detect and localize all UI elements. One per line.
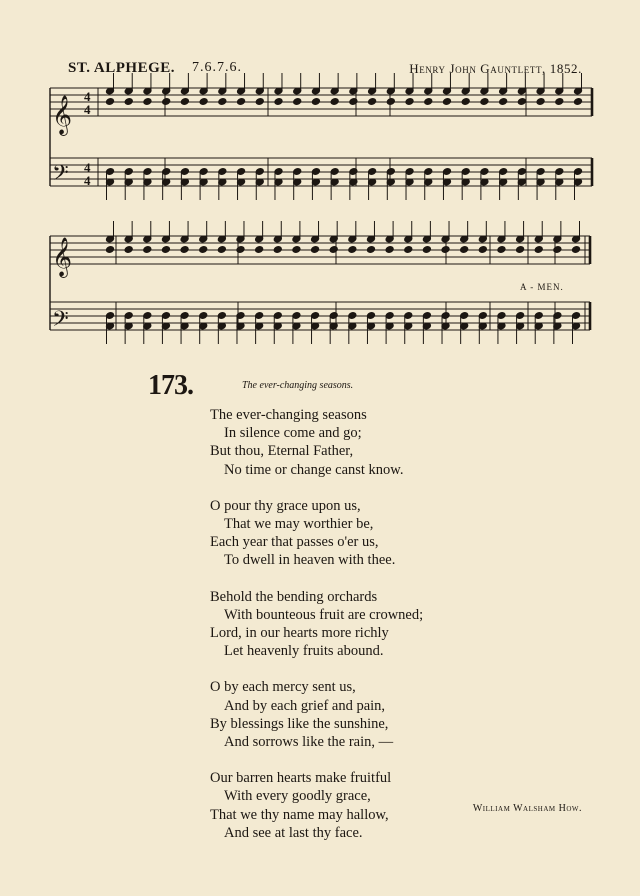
note-head — [460, 246, 469, 254]
svg-text:𝄞: 𝄞 — [52, 237, 73, 277]
stanza-line: To dwell in heaven with thee. — [224, 552, 396, 569]
note-head — [534, 246, 543, 254]
note-head — [422, 246, 431, 254]
note-head — [516, 246, 525, 254]
note-head — [330, 98, 339, 106]
note-head — [199, 246, 208, 254]
tune-composer: Henry John Gauntlett, 1852. — [409, 61, 582, 76]
note-head — [405, 98, 414, 106]
note-head — [124, 98, 133, 106]
note-head — [555, 98, 564, 106]
note-head — [442, 98, 451, 106]
svg-text:𝄢: 𝄢 — [52, 307, 69, 337]
hymn-text — [210, 406, 510, 860]
note-head — [237, 98, 246, 106]
note-head — [480, 98, 489, 106]
time-signature — [84, 89, 91, 188]
note-head — [180, 246, 189, 254]
hymn-subtitle: The ever-changing seasons. — [242, 380, 354, 391]
note-head — [349, 98, 358, 106]
tune-name: ST. ALPHEGE. — [68, 60, 176, 76]
note-head — [386, 98, 395, 106]
note-head — [461, 98, 470, 106]
note-head — [161, 246, 170, 254]
stanza — [210, 497, 510, 570]
note-head — [536, 98, 545, 106]
note-head — [124, 246, 133, 254]
music-score — [0, 0, 640, 360]
stanza-line: Behold the bending orchards — [210, 588, 378, 605]
note-head — [236, 246, 245, 254]
stanza-line: And sorrows like the rain, — — [224, 734, 394, 751]
note-heads — [105, 73, 582, 344]
note-head — [199, 98, 208, 106]
hymn-number: 173. — [148, 370, 193, 401]
stanza-line: And see at last thy face. — [224, 824, 363, 841]
stanza-line: In silence come and go; — [224, 425, 362, 442]
stanza-line: Our barren hearts make fruitful — [210, 770, 392, 787]
note-head — [404, 246, 413, 254]
note-head — [311, 246, 320, 254]
stanza-line: By blessings like the sunshine, — [210, 715, 389, 732]
note-head — [517, 98, 526, 106]
stanza-line: And by each grief and pain, — [224, 697, 386, 714]
note-head — [217, 246, 226, 254]
time-signature-upper: 4 4 — [84, 89, 91, 117]
note-head — [368, 98, 377, 106]
hymn-author: William Walsham How. — [472, 803, 582, 814]
tune-meter: 7.6.7.6. — [192, 60, 242, 75]
note-head — [311, 98, 320, 106]
stanza — [210, 769, 510, 842]
note-head — [478, 246, 487, 254]
stanza-line: That we thy name may hallow, — [210, 806, 389, 823]
note-head — [571, 246, 580, 254]
note-head — [105, 246, 114, 254]
note-head — [348, 246, 357, 254]
note-head — [105, 98, 114, 106]
note-head — [180, 98, 189, 106]
stanza-line: Let heavenly fruits abound. — [224, 643, 384, 660]
staff-lines — [50, 88, 592, 330]
stanza — [210, 678, 510, 751]
note-head — [329, 246, 338, 254]
stanza-line: With every goodly grace, — [224, 788, 371, 805]
stanza-line: No time or change canst know. — [224, 461, 404, 478]
time-signature-lower: 4 4 — [84, 160, 91, 188]
stanza-line: That we may worthier be, — [224, 516, 374, 533]
bar-lines — [50, 88, 592, 330]
note-head — [255, 98, 264, 106]
amen-label: A - MEN. — [520, 282, 564, 292]
note-head — [143, 246, 152, 254]
note-head — [424, 98, 433, 106]
note-head — [292, 246, 301, 254]
note-head — [385, 246, 394, 254]
svg-text:𝄢: 𝄢 — [52, 161, 69, 191]
note-head — [255, 246, 264, 254]
note-head — [553, 246, 562, 254]
note-head — [497, 246, 506, 254]
stanza-line: With bounteous fruit are crowned; — [224, 606, 424, 623]
svg-text:𝄞: 𝄞 — [52, 95, 73, 135]
note-head — [293, 98, 302, 106]
note-head — [273, 246, 282, 254]
note-head — [499, 98, 508, 106]
note-head — [218, 98, 227, 106]
stanza — [210, 588, 510, 661]
stanza-line: Each year that passes o'er us, — [210, 534, 379, 551]
note-head — [366, 246, 375, 254]
note-head — [441, 246, 450, 254]
stanza-line: But thou, Eternal Father, — [210, 443, 354, 460]
stanza-line: Lord, in our hearts more richly — [210, 625, 389, 642]
note-head — [143, 98, 152, 106]
stanza-line: The ever-changing seasons — [210, 407, 367, 423]
note-head — [573, 98, 582, 106]
stanza-line: O pour thy grace upon us, — [210, 497, 361, 514]
stanza — [210, 406, 510, 479]
stanza-line: O by each mercy sent us, — [210, 679, 356, 696]
note-head — [274, 98, 283, 106]
note-head — [162, 98, 171, 106]
